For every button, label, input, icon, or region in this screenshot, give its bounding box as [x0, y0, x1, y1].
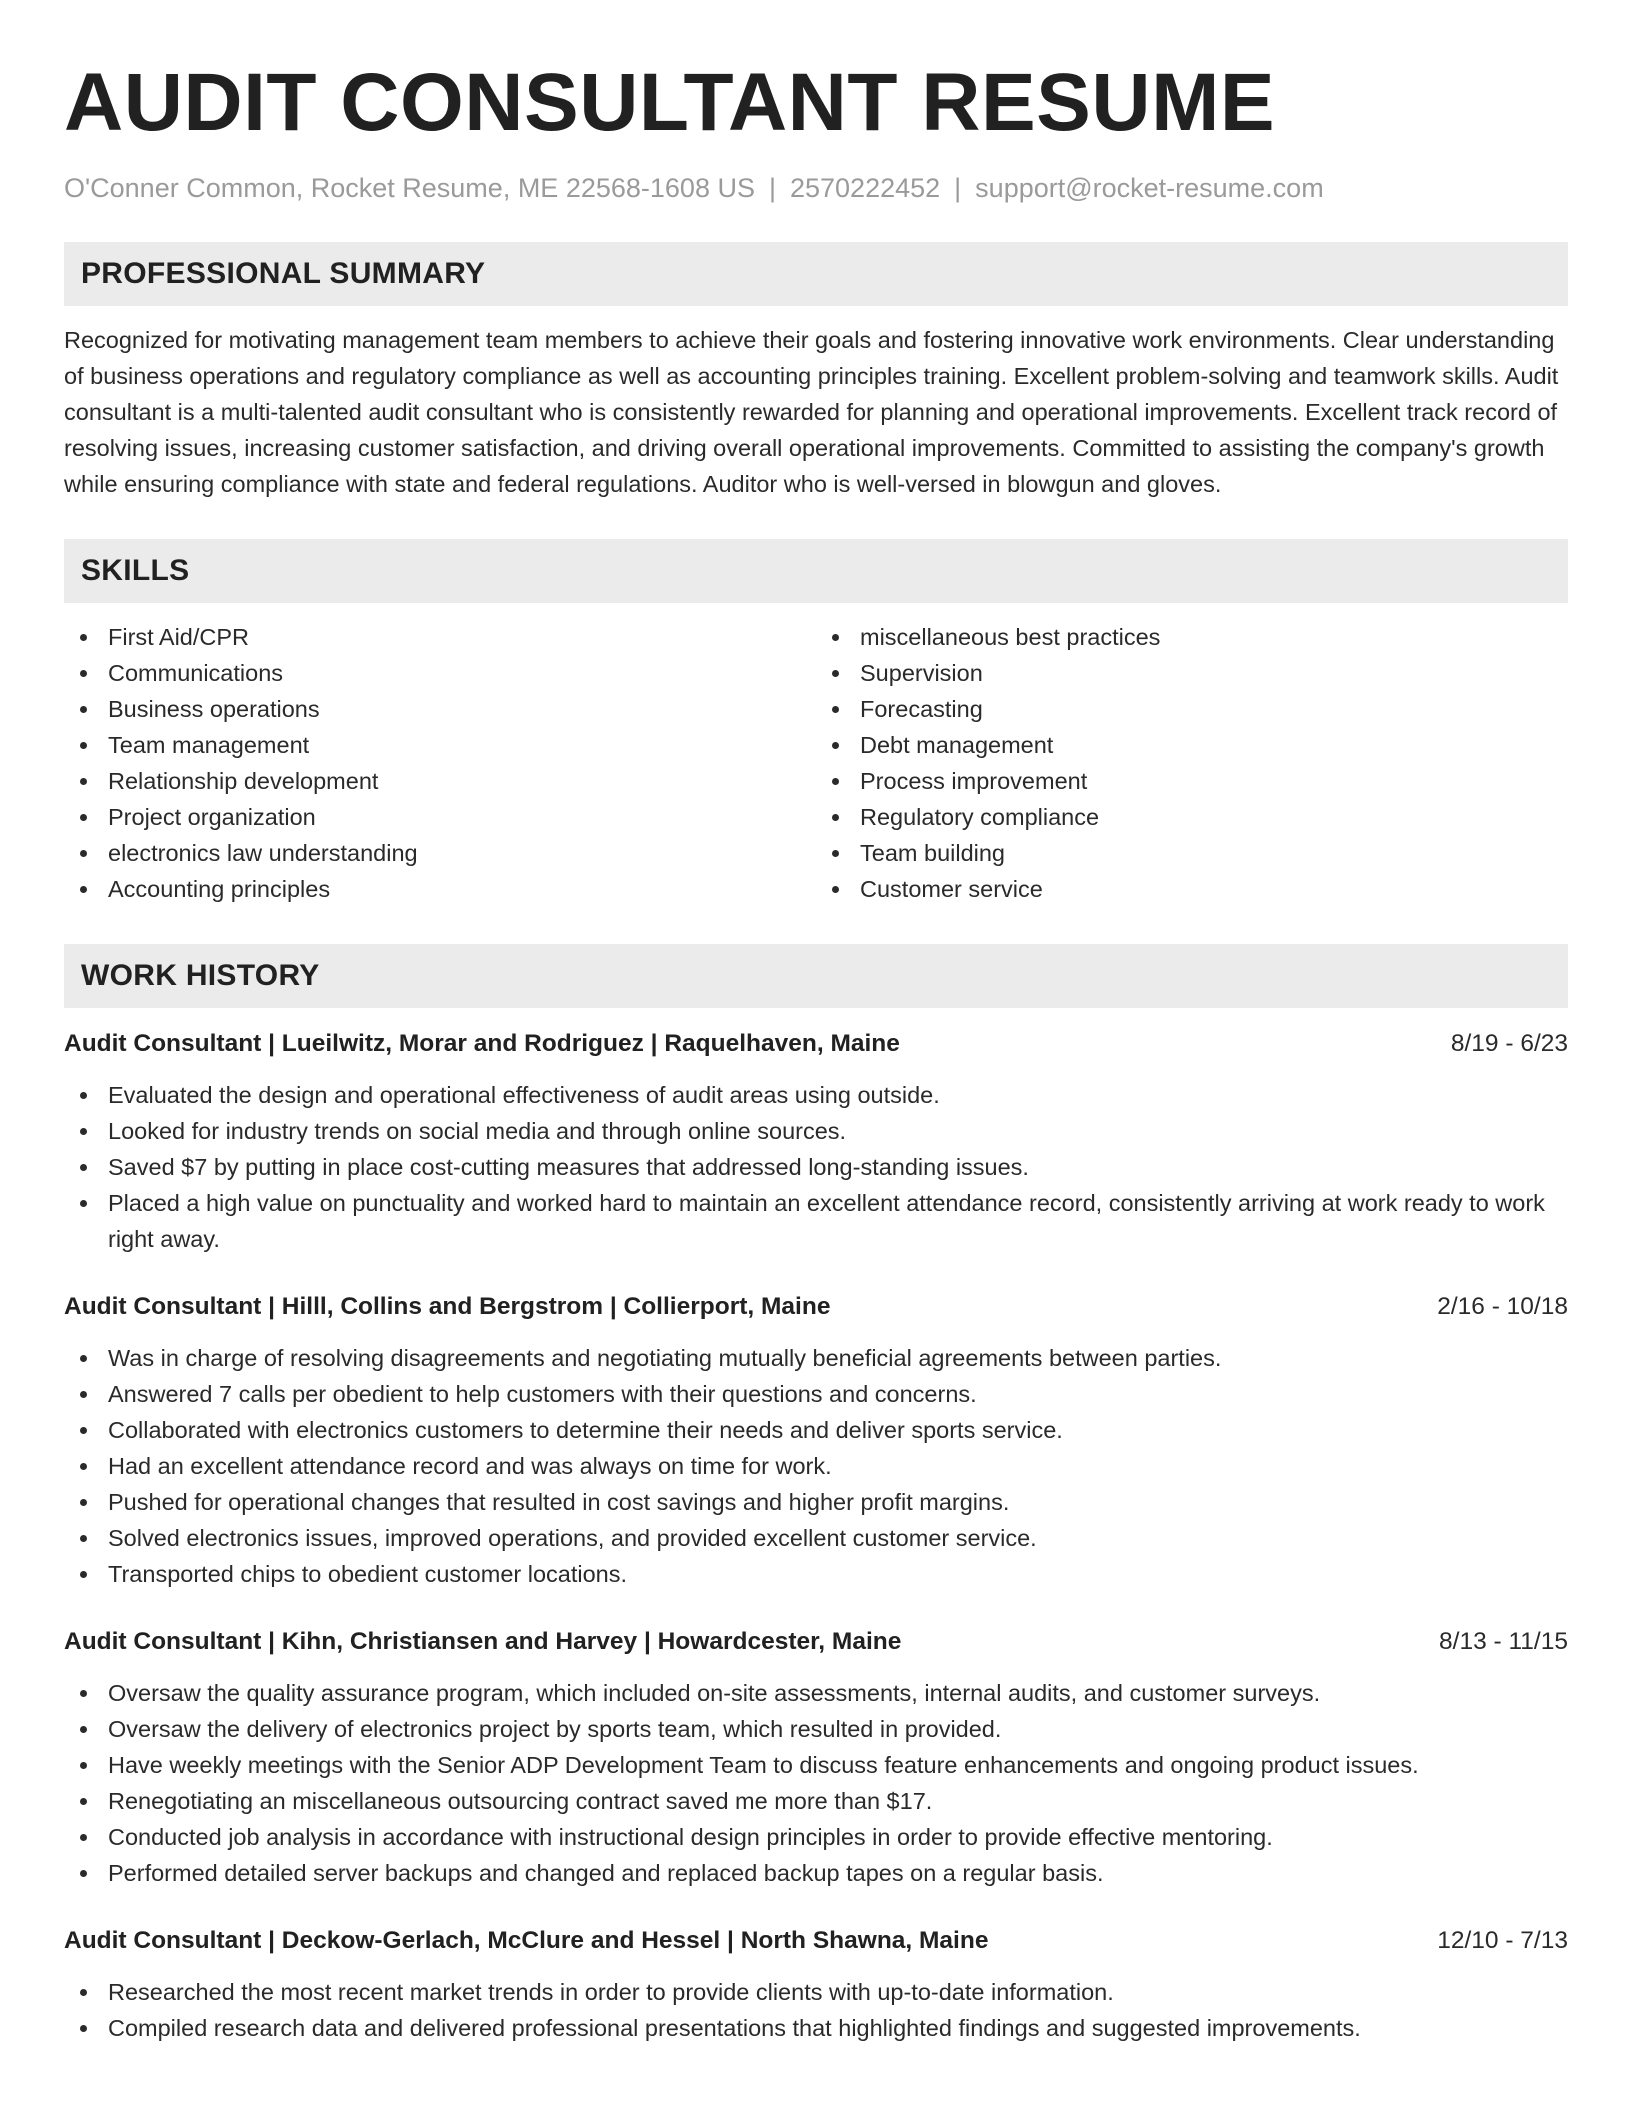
section-header-work-history: [64, 944, 1568, 1008]
job-title: Audit Consultant | Kihn, Christiansen and Harvey | Howardcester, Maine: [64, 1628, 902, 1655]
job-bullet: Oversaw the delivery of electronics project by sports team, which resulted in provided.: [108, 1711, 1568, 1747]
job-bullets: [64, 1340, 1568, 1592]
section-header-skills: [64, 539, 1568, 603]
job-header: [64, 1923, 1568, 1959]
skill-item: Process improvement: [860, 763, 1568, 799]
job-bullet: Evaluated the design and operational effectiveness of audit areas using outside.: [108, 1077, 1568, 1113]
job-bullet: Conducted job analysis in accordance with instructional design principles in order to provide effective mentoring.: [108, 1819, 1568, 1855]
job-entry: [64, 1289, 1568, 1592]
job-bullet: Have weekly meetings with the Senior ADP Development Team to discuss feature enhancements and ongoing product issues.: [108, 1747, 1568, 1783]
job-dates: 8/13 - 11/15: [1439, 1628, 1568, 1655]
skill-item: Customer service: [860, 871, 1568, 907]
job-bullet: Was in charge of resolving disagreements and negotiating mutually beneficial agreements between parties.: [108, 1340, 1568, 1376]
skill-item: Forecasting: [860, 691, 1568, 727]
skill-item: First Aid/CPR: [108, 619, 816, 655]
job-bullet: Transported chips to obedient customer locations.: [108, 1556, 1568, 1592]
contact-address: O'Conner Common, Rocket Resume, ME 22568-1608 US: [64, 173, 755, 203]
skill-item: Communications: [108, 655, 816, 691]
job-entry: [64, 1923, 1568, 2046]
section-header-summary: [64, 242, 1568, 306]
resume-title: AUDIT CONSULTANT RESUME: [64, 57, 1276, 148]
job-bullet: Pushed for operational changes that resulted in cost savings and higher profit margins.: [108, 1484, 1568, 1520]
job-entry: [64, 1026, 1568, 1257]
job-header: [64, 1289, 1568, 1325]
skill-item: Regulatory compliance: [860, 799, 1568, 835]
job-bullet: Placed a high value on punctuality and worked hard to maintain an excellent attendance record, consistently arriving at work ready to work right away.: [108, 1185, 1568, 1257]
job-bullet: Oversaw the quality assurance program, which included on-site assessments, internal audits, and customer surveys.: [108, 1675, 1568, 1711]
job-bullets: [64, 1974, 1568, 2046]
skill-item: Relationship development: [108, 763, 816, 799]
job-header: [64, 1624, 1568, 1660]
skill-item: Supervision: [860, 655, 1568, 691]
job-title: Audit Consultant | Lueilwitz, Morar and Rodriguez | Raquelhaven, Maine: [64, 1030, 900, 1057]
job-header: [64, 1026, 1568, 1062]
job-bullet: Answered 7 calls per obedient to help customers with their questions and concerns.: [108, 1376, 1568, 1412]
section-title: SKILLS: [81, 554, 190, 587]
job-bullet: Renegotiating an miscellaneous outsourcing contract saved me more than $17.: [108, 1783, 1568, 1819]
job-dates: 2/16 - 10/18: [1437, 1293, 1568, 1320]
job-entry: [64, 1624, 1568, 1891]
skill-item: Business operations: [108, 691, 816, 727]
contact-line: [64, 170, 1568, 206]
contact-separator: |: [954, 173, 962, 203]
skill-item: Team building: [860, 835, 1568, 871]
skill-item: Team management: [108, 727, 816, 763]
job-bullets: [64, 1077, 1568, 1257]
job-bullet: Collaborated with electronics customers to determine their needs and deliver sports service.: [108, 1412, 1568, 1448]
skills-list: [64, 619, 1568, 907]
job-bullet: Researched the most recent market trends in order to provide clients with up-to-date information.: [108, 1974, 1568, 2010]
job-bullet: Solved electronics issues, improved operations, and provided excellent customer service.: [108, 1520, 1568, 1556]
contact-separator: |: [768, 173, 776, 203]
skill-item: Debt management: [860, 727, 1568, 763]
skill-item: Accounting principles: [108, 871, 816, 907]
job-bullets: [64, 1675, 1568, 1891]
job-title: Audit Consultant | Hilll, Collins and Bergstrom | Collierport, Maine: [64, 1293, 831, 1320]
section-title: PROFESSIONAL SUMMARY: [81, 257, 486, 290]
summary-text: Recognized for motivating management team members to achieve their goals and fostering innovative work environments. Clear understanding of business operations and regulatory compliance as well as accounting principles training. Excellent problem-solving and teamwork skills. Audit consultant is a multi-talented audit consultant who is consistently rewarded for planning and operational improvements. Excellent track record of resolving issues, increasing customer satisfaction, and driving overall operational improvements. Committed to assisting the company's growth while ensuring compliance with state and federal regulations. Auditor who is well-versed in blowgun and gloves.: [64, 327, 1559, 497]
job-bullet: Looked for industry trends on social media and through online sources.: [108, 1113, 1568, 1149]
skills-column-right: [816, 619, 1568, 907]
skills-column-left: [64, 619, 816, 907]
contact-email: support@rocket-resume.com: [975, 173, 1324, 203]
skill-item: Project organization: [108, 799, 816, 835]
job-dates: 8/19 - 6/23: [1450, 1030, 1568, 1057]
skill-item: electronics law understanding: [108, 835, 816, 871]
job-title: Audit Consultant | Deckow-Gerlach, McClure and Hessel | North Shawna, Maine: [64, 1927, 989, 1954]
job-dates: 12/10 - 7/13: [1437, 1927, 1568, 1954]
job-bullet: Performed detailed server backups and changed and replaced backup tapes on a regular basis.: [108, 1855, 1568, 1891]
job-bullet: Had an excellent attendance record and was always on time for work.: [108, 1448, 1568, 1484]
section-title: WORK HISTORY: [81, 959, 320, 992]
skill-item: miscellaneous best practices: [860, 619, 1568, 655]
work-history-list: [64, 1026, 1568, 2046]
contact-phone: 2570222452: [789, 173, 941, 203]
job-bullet: Saved $7 by putting in place cost-cutting measures that addressed long-standing issues.: [108, 1149, 1568, 1185]
job-bullet: Compiled research data and delivered professional presentations that highlighted findings and suggested improvements.: [108, 2010, 1568, 2046]
